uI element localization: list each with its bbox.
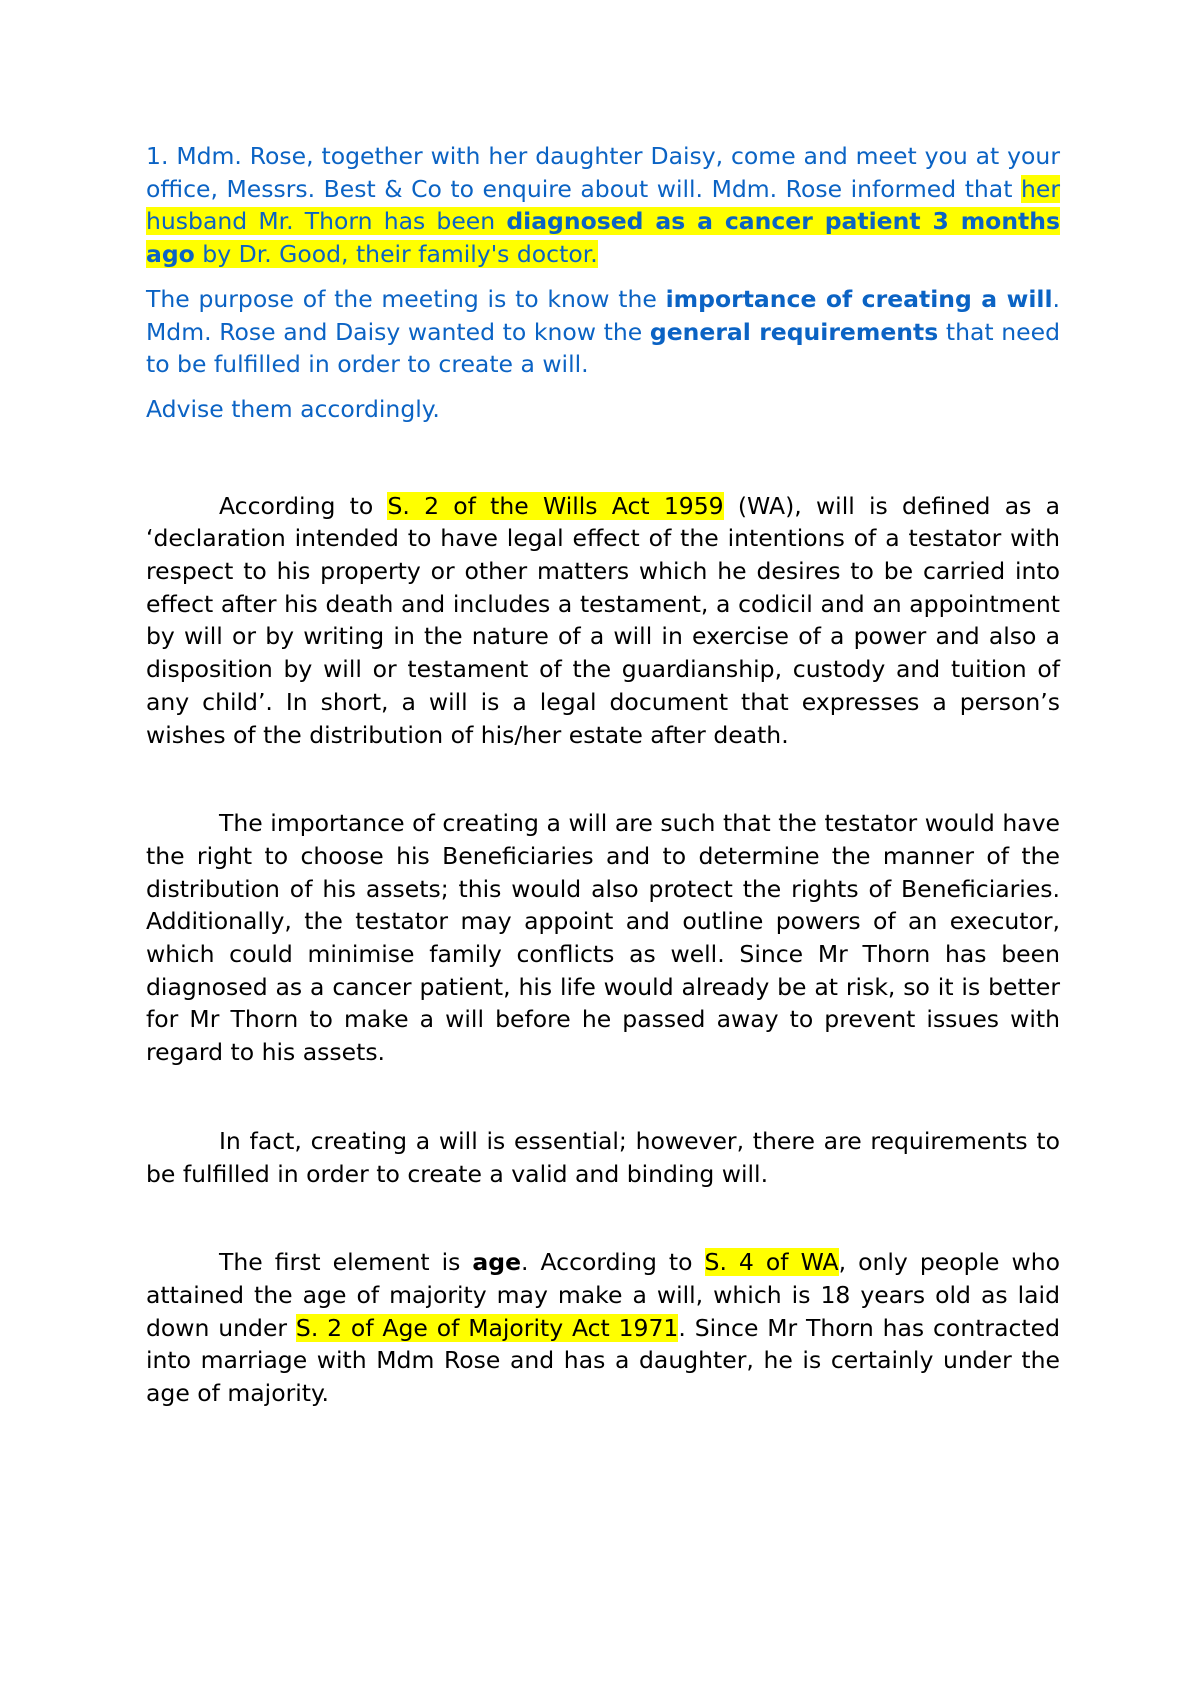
answer-paragraph-definition: [146, 490, 1060, 752]
highlight-wills-act: S. 2 of the Wills Act 1959: [387, 491, 724, 520]
answer-paragraph-age: [146, 1246, 1060, 1410]
question-paragraph-3: Advise them accordingly.: [146, 394, 440, 423]
answer-paragraph-importance: The importance of creating a will are such that the testator would have the right to choose his Beneficiaries and to determine the manner of the distribution of his assets; this would also protect the rights of Beneficiaries. Additionally, the testator may appoint and outline powers of an executor, which could minimise family conflicts as well. Since Mr Thorn has been diagnosed as a cancer patient, his life would already be at risk, so it is better for Mr Thorn to make a will before he passed away to prevent issues with regard to his assets.: [146, 809, 1060, 1067]
highlight-bold-diagnosis: diagnosed as a cancer patient 3 months ago: [146, 207, 1061, 269]
question-paragraph-1: [146, 140, 1060, 271]
highlight-age-of-majority-act: S. 2 of Age of Majority Act 1971: [295, 1313, 679, 1342]
highlight-part-1: her husband Mr. Thorn has been: [146, 174, 1060, 236]
bold-importance: importance of creating a will: [665, 284, 1053, 313]
bold-general-requirements: general requirements: [649, 317, 939, 346]
question-paragraph-2: [146, 283, 1060, 381]
age-text-2: . According to: [521, 1248, 705, 1277]
answer-paragraph-requirements: In fact, creating a will is essential; however, there are requirements to be fulfilled in order to create a valid and binding will.: [146, 1126, 1060, 1188]
bold-age: age: [472, 1248, 522, 1277]
highlight-s4-wa: S. 4 of WA: [704, 1248, 839, 1277]
purpose-text-2: . Mdm. Rose and Daisy wanted to know the: [146, 284, 1060, 346]
question-intro: 1. Mdm. Rose, together with her daughter Daisy, come and meet you at your office, Messrs. Best & Co to enquire about will. Mdm. Rose informed that: [146, 142, 1060, 203]
age-text-4: . Since Mr Thorn has contracted into marriage with Mdm Rose and has a daughter, he is certainly under the age of majority.: [146, 1313, 1060, 1408]
definition-text-1: According to: [219, 491, 388, 520]
purpose-text-3: that need to be fulfilled in order to create a will.: [146, 317, 1061, 379]
definition-text-2: (WA), will is defined as a ‘declaration intended to have legal effect of the intentions of a testator with respect to his property or other matters which he desires to be carried into effect after his death and includes a testament, a codicil and an appointment by will or by writing in the nature of a will in exercise of a power and also a disposition by will or testament of the guardianship, custody and tuition of any child’. In short, a will is a legal document that expresses a person’s wishes of the distribution of his/her estate after death.: [146, 491, 1060, 749]
purpose-text-1: The purpose of the meeting is to know the: [146, 284, 666, 313]
highlight-part-2: by Dr. Good, their family's doctor.: [194, 240, 598, 269]
document-content: [146, 140, 1060, 1410]
age-text-3: , only people who attained the age of majority may make a will, which is 18 years old as laid down under: [146, 1248, 1060, 1342]
age-text-1: The first element is: [219, 1248, 473, 1277]
